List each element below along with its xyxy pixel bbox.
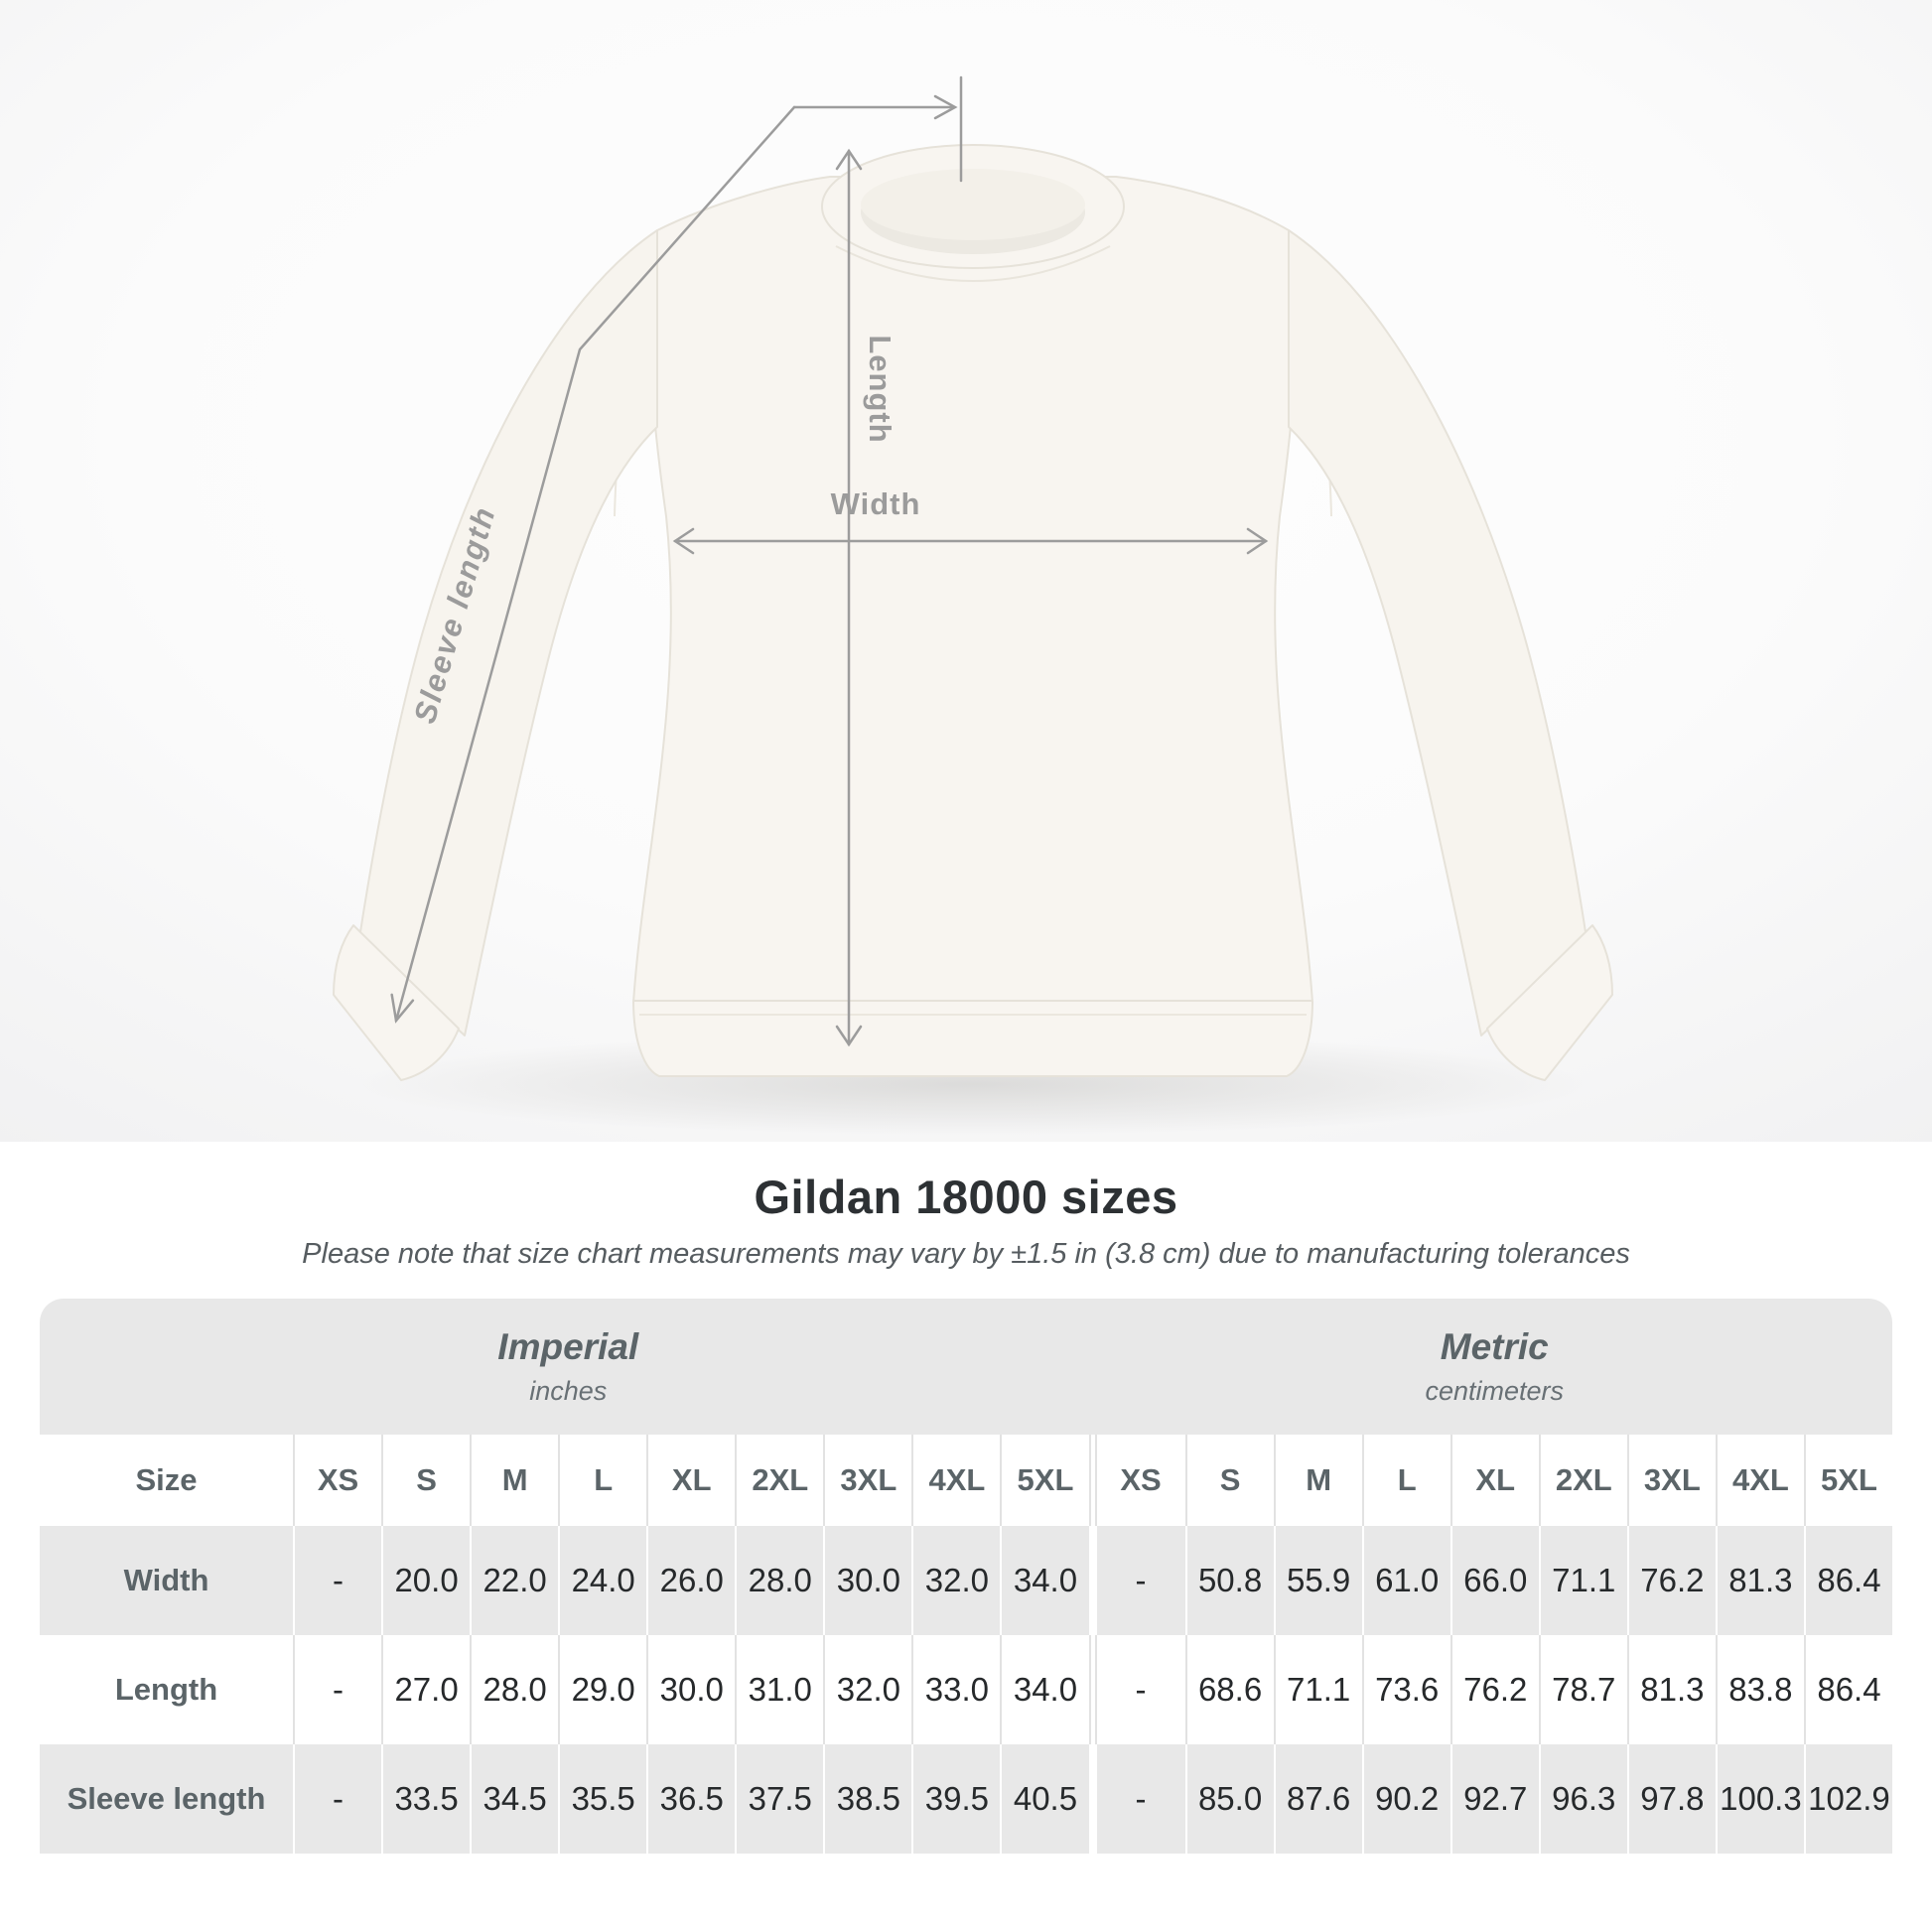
value-cell: 35.5 <box>558 1744 646 1854</box>
size-column-header: XS <box>1120 1462 1162 1497</box>
value-cell: 34.0 <box>1000 1635 1088 1744</box>
value-cell: 34.0 <box>1000 1526 1088 1635</box>
width-measure-label: Width <box>830 486 921 521</box>
value-cell: 102.9 <box>1804 1744 1892 1854</box>
row-label: Sleeve length <box>40 1744 293 1854</box>
value-cell: 97.8 <box>1627 1744 1716 1854</box>
size-column-header: 3XL <box>823 1435 911 1526</box>
value-cell: 55.9 <box>1274 1526 1362 1635</box>
imperial-unit: inches <box>529 1376 608 1406</box>
size-column-header: S <box>1185 1435 1274 1526</box>
value-cell: - <box>1097 1744 1185 1854</box>
value-cell: 22.0 <box>470 1526 558 1635</box>
value-cell: 33.5 <box>381 1744 470 1854</box>
value-cell: - <box>1097 1526 1185 1635</box>
size-column-header: 4XL <box>911 1435 1000 1526</box>
size-column-header: 3XL <box>1627 1435 1716 1526</box>
value-cell: 28.0 <box>470 1635 558 1744</box>
value-cell: 40.5 <box>1000 1744 1088 1854</box>
value-cell: - <box>293 1744 381 1854</box>
size-column-header: XL <box>1450 1435 1539 1526</box>
value-cell: 34.5 <box>470 1744 558 1854</box>
size-header-row <box>40 1435 1892 1526</box>
value-cell: 83.8 <box>1716 1635 1804 1744</box>
value-cell: 100.3 <box>1716 1744 1804 1854</box>
imperial-label: Imperial <box>497 1326 639 1367</box>
sleeve-length-measure-label: Sleeve length <box>406 501 502 728</box>
value-cell: - <box>293 1526 381 1635</box>
value-cell: 87.6 <box>1274 1744 1362 1854</box>
value-cell: 71.1 <box>1274 1635 1362 1744</box>
length-measure-label: Length <box>863 335 897 444</box>
value-cell: 76.2 <box>1450 1635 1539 1744</box>
data-row <box>40 1526 1892 1635</box>
size-column-header: S <box>381 1435 470 1526</box>
value-cell: 28.0 <box>735 1526 823 1635</box>
size-column-header: XS <box>293 1435 381 1526</box>
size-column-header: 5XL <box>1804 1435 1892 1526</box>
value-cell: 39.5 <box>911 1744 1000 1854</box>
metric-header <box>1097 1299 1893 1435</box>
value-cell: 30.0 <box>646 1635 735 1744</box>
value-cell: 37.5 <box>735 1744 823 1854</box>
value-cell: 50.8 <box>1185 1526 1274 1635</box>
size-column-header: 4XL <box>1716 1435 1804 1526</box>
value-cell: 76.2 <box>1627 1526 1716 1635</box>
size-column-header: L <box>558 1435 646 1526</box>
size-column-header: L <box>1362 1435 1450 1526</box>
metric-unit: centimeters <box>1425 1376 1565 1406</box>
unit-divider <box>1089 1435 1097 1526</box>
value-cell: 32.0 <box>911 1526 1000 1635</box>
value-cell: 33.0 <box>911 1635 1000 1744</box>
unit-divider <box>1089 1526 1097 1635</box>
size-table <box>40 1299 1892 1854</box>
value-cell: 27.0 <box>381 1635 470 1744</box>
value-cell: 81.3 <box>1716 1526 1804 1635</box>
size-column-header: 2XL <box>1539 1435 1627 1526</box>
value-cell: 92.7 <box>1450 1744 1539 1854</box>
page-title: Gildan 18000 sizes <box>754 1171 1178 1223</box>
value-cell: 24.0 <box>558 1526 646 1635</box>
value-cell: - <box>293 1635 381 1744</box>
value-cell: 68.6 <box>1185 1635 1274 1744</box>
tolerance-note: Please note that size chart measurements may vary by ±1.5 in (3.8 cm) due to manufacturing tolerances <box>302 1238 1630 1270</box>
value-cell: 38.5 <box>823 1744 911 1854</box>
value-cell: 61.0 <box>1362 1526 1450 1635</box>
size-header-label: Size <box>135 1462 198 1497</box>
size-column-header: XL <box>646 1435 735 1526</box>
unit-divider <box>1089 1744 1097 1854</box>
imperial-header <box>40 1299 1097 1435</box>
value-cell: 81.3 <box>1627 1635 1716 1744</box>
data-row <box>40 1744 1892 1854</box>
size-column-header: M <box>470 1435 558 1526</box>
value-cell: 36.5 <box>646 1744 735 1854</box>
size-column-header: 5XL <box>1000 1435 1088 1526</box>
value-cell: 85.0 <box>1185 1744 1274 1854</box>
unit-divider <box>1089 1635 1097 1744</box>
value-cell: 71.1 <box>1539 1526 1627 1635</box>
value-cell: 78.7 <box>1539 1635 1627 1744</box>
data-row <box>40 1635 1892 1744</box>
value-cell: 66.0 <box>1450 1526 1539 1635</box>
value-cell: 96.3 <box>1539 1744 1627 1854</box>
value-cell: - <box>1135 1671 1147 1708</box>
unit-header-row <box>40 1299 1892 1435</box>
metric-label: Metric <box>1440 1326 1549 1367</box>
value-cell: 32.0 <box>823 1635 911 1744</box>
value-cell: 86.4 <box>1804 1526 1892 1635</box>
size-column-header: 2XL <box>735 1435 823 1526</box>
value-cell: 20.0 <box>381 1526 470 1635</box>
value-cell: 90.2 <box>1362 1744 1450 1854</box>
value-cell: 86.4 <box>1804 1635 1892 1744</box>
value-cell: 73.6 <box>1362 1635 1450 1744</box>
row-label: Length <box>114 1672 218 1707</box>
size-column-header: M <box>1274 1435 1362 1526</box>
value-cell: 26.0 <box>646 1526 735 1635</box>
value-cell: 31.0 <box>735 1635 823 1744</box>
row-label: Width <box>40 1526 293 1635</box>
value-cell: 30.0 <box>823 1526 911 1635</box>
value-cell: 29.0 <box>558 1635 646 1744</box>
